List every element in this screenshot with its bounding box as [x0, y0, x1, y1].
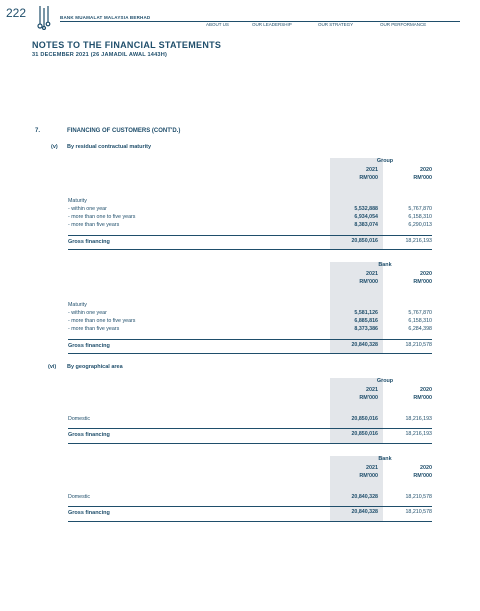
bank-logo-icon [34, 4, 56, 30]
value-2020: 6,158,310 [408, 318, 432, 324]
value-2021: 6,885,816 [354, 318, 378, 324]
total-value-2020: 18,216,193 [405, 238, 432, 244]
column-unit: RM'000 [359, 279, 378, 285]
total-value-2021: 20,850,016 [351, 431, 378, 437]
column-year-2021: 2021 [366, 387, 378, 393]
column-unit: RM'000 [413, 175, 432, 181]
page-number: 222 [6, 6, 27, 20]
total-value-2021: 20,850,016 [351, 238, 378, 244]
column-year-2020: 2020 [420, 167, 432, 173]
subsection-number-vi: (vi) [48, 364, 57, 370]
row-label: - more than one to five years [68, 318, 136, 324]
value-2021: 20,840,328 [351, 494, 378, 500]
row-label: - more than five years [68, 222, 120, 228]
subsection-title-v: By residual contractual maturity [67, 144, 152, 150]
total-label: Gross financing [68, 343, 110, 349]
total-value-2021: 20,840,328 [351, 342, 378, 348]
column-unit: RM'000 [359, 473, 378, 479]
column-year-2021: 2021 [366, 271, 378, 277]
value-2021: 20,850,016 [351, 416, 378, 422]
table-group-label: Group [376, 378, 394, 384]
value-2020: 5,767,870 [408, 310, 432, 316]
row-label: Maturity [68, 198, 87, 204]
table-group-label: Group [376, 158, 394, 164]
page-title: NOTES TO THE FINANCIAL STATEMENTS [32, 40, 222, 50]
total-value-2020: 18,210,578 [405, 342, 432, 348]
total-value-2020: 18,210,578 [405, 509, 432, 515]
value-2020: 6,290,013 [408, 222, 432, 228]
column-unit: RM'000 [413, 279, 432, 285]
nav-about-us[interactable]: ABOUT US [206, 22, 229, 27]
column-year-2020: 2020 [420, 465, 432, 471]
table-rule [68, 249, 432, 250]
section-title: FINANCING OF CUSTOMERS (CONT'D.) [67, 128, 181, 134]
value-2020: 18,210,578 [405, 494, 432, 500]
table-rule [68, 235, 432, 236]
total-value-2020: 18,216,193 [405, 431, 432, 437]
column-year-2020: 2020 [420, 387, 432, 393]
table-group-label: Bank [378, 456, 392, 462]
nav-our-leadership[interactable]: OUR LEADERSHIP [252, 22, 292, 27]
value-2020: 18,216,193 [405, 416, 432, 422]
column-unit: RM'000 [413, 473, 432, 479]
table-rule [68, 443, 432, 444]
row-label: Domestic [68, 416, 91, 422]
row-label: Maturity [68, 302, 87, 308]
row-label: - more than one to five years [68, 214, 136, 220]
table-group-label: Bank [378, 262, 392, 268]
page-subtitle: 31 DECEMBER 2021 (26 JAMADIL AWAL 1443H) [32, 52, 168, 58]
value-2021: 8,373,386 [354, 326, 378, 332]
row-label: - more than five years [68, 326, 120, 332]
column-year-2021: 2021 [366, 167, 378, 173]
bank-name: BANK MUAMALAT MALAYSIA BERHAD [60, 15, 151, 20]
value-2020: 6,284,398 [408, 326, 432, 332]
column-year-2021: 2021 [366, 465, 378, 471]
table-rule [68, 353, 432, 354]
table-rule [68, 521, 432, 522]
total-value-2021: 20,840,328 [351, 509, 378, 515]
column-year-2020: 2020 [420, 271, 432, 277]
column-unit: RM'000 [413, 395, 432, 401]
row-label: - within one year [68, 310, 107, 316]
row-label: Domestic [68, 494, 91, 500]
value-2021: 5,581,126 [354, 310, 378, 316]
nav-our-strategy[interactable]: OUR STRATEGY [318, 22, 354, 27]
value-2021: 8,383,074 [354, 222, 378, 228]
value-2020: 5,767,870 [408, 206, 432, 212]
total-label: Gross financing [68, 432, 110, 438]
subsection-title-vi: By geographical area [67, 364, 123, 370]
value-2020: 6,158,310 [408, 214, 432, 220]
value-2021: 6,934,054 [354, 214, 378, 220]
total-label: Gross financing [68, 239, 110, 245]
row-label: - within one year [68, 206, 107, 212]
total-label: Gross financing [68, 510, 110, 516]
table-rule [68, 339, 432, 340]
value-2021: 5,532,888 [354, 206, 378, 212]
subsection-number-v: (v) [51, 144, 58, 150]
table-rule [68, 506, 432, 507]
table-rule [68, 428, 432, 429]
nav-our-performance[interactable]: OUR PERFORMANCE [380, 22, 427, 27]
column-unit: RM'000 [359, 395, 378, 401]
section-number: 7. [35, 128, 41, 134]
column-unit: RM'000 [359, 175, 378, 181]
